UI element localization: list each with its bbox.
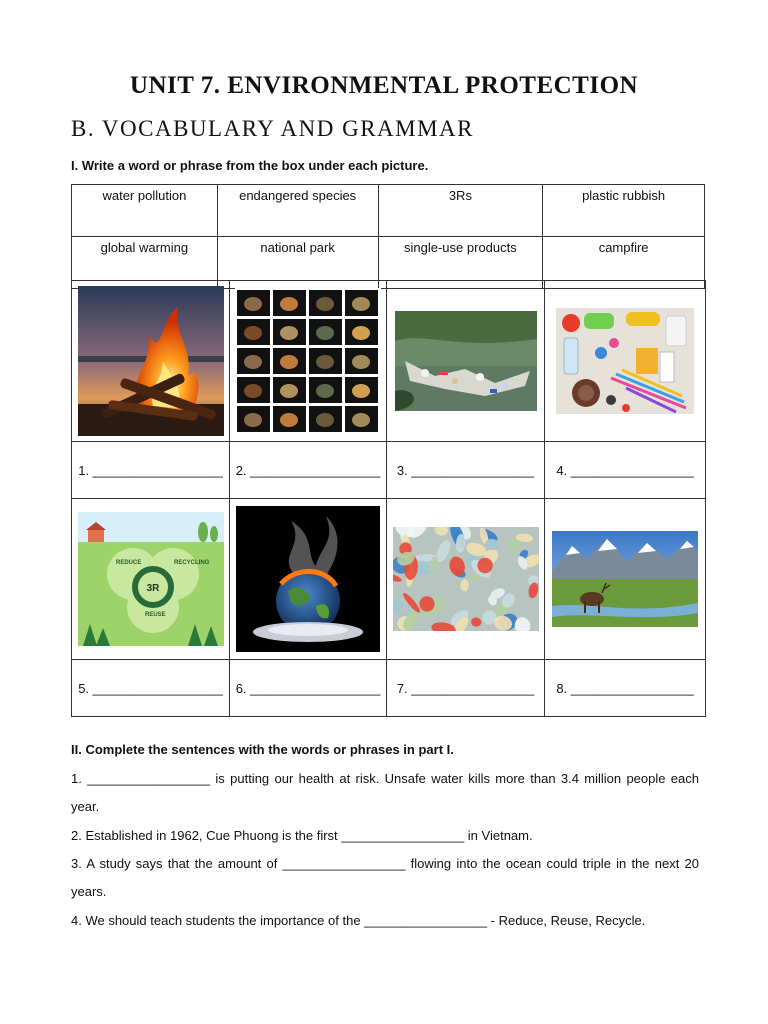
answer-blank[interactable]: 1. __________________ [72,442,230,499]
infographic-center-label: 3R [146,583,159,594]
national-park-image [552,531,698,627]
box-word: water pollution [72,185,218,237]
endangered-species-stamps-image [235,288,381,434]
word-box [71,184,705,289]
3rs-infographic-image [78,512,224,646]
infographic-reuse-label: REUSE [144,612,166,618]
answer-blank[interactable]: 5. __________________ [72,660,230,717]
picture-grid [71,280,706,717]
part1-instruction: I. Write a word or phrase from the box under each picture. [71,158,429,173]
part2-instruction: II. Complete the sentences with the words or phrases in part I. [71,742,454,757]
infographic-recycling-label: RECYCLING [173,560,209,566]
box-word: campfire [543,237,705,289]
answer-blank[interactable]: 3. _________________ [387,442,545,499]
section-subtitle: B. VOCABULARY AND GRAMMAR [71,116,475,141]
page-title: UNIT 7. ENVIRONMENTAL PROTECTION [129,72,639,99]
answer-blank[interactable]: 2. __________________ [230,442,387,499]
box-word: single-use products [378,237,543,289]
global-warming-image [236,506,380,652]
sentence: 2. Established in 1962, Cue Phuong is the first _________________ in Vietnam. [71,828,533,843]
box-word: endangered species [217,185,378,237]
box-word: global warming [72,237,218,289]
answer-blank[interactable]: 7. _________________ [387,660,545,717]
sentence: 4. We should teach students the importance of the _________________ - Reduce, Reuse, Recycle. [71,913,646,928]
sentence: 1. _________________ is putting our health at risk. Unsafe water kills more than 3.4 million people each year. [71,771,699,814]
answer-blank[interactable]: 6. __________________ [230,660,387,717]
plastic-bottles-image [393,527,539,631]
infographic-reduce-label: REDUCE [115,560,141,566]
answer-blank[interactable]: 8. _________________ [545,660,706,717]
box-word: 3Rs [378,185,543,237]
plastic-rubbish-image [556,308,694,414]
box-word: national park [217,237,378,289]
box-word: plastic rubbish [543,185,705,237]
campfire-image [78,286,224,436]
water-pollution-image [395,311,537,411]
answer-blank[interactable]: 4. _________________ [545,442,706,499]
sentence: 3. A study says that the amount of _________________ flowing into the ocean could triple in the next 20 years. [71,856,699,899]
